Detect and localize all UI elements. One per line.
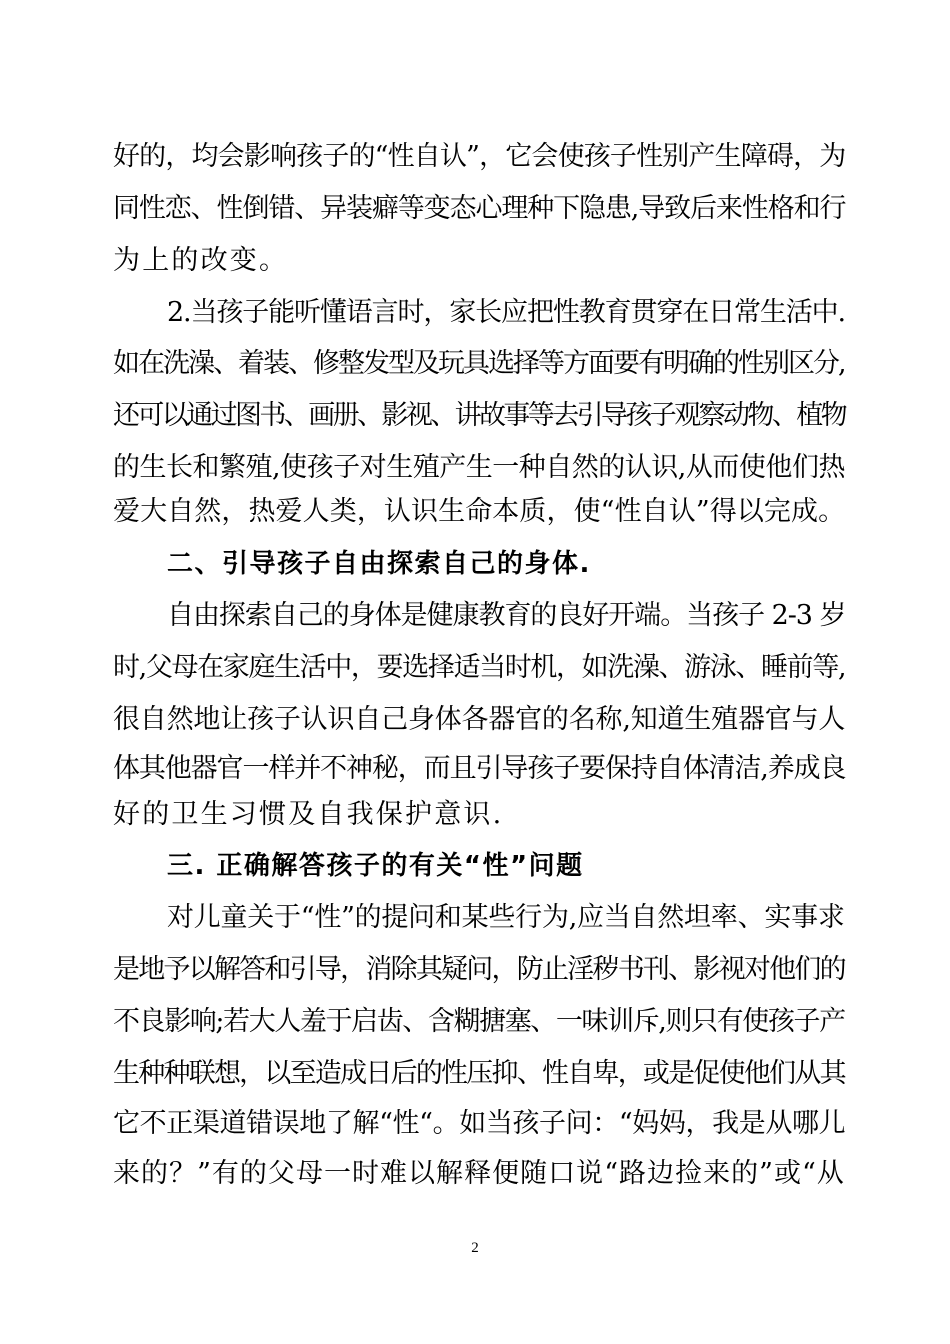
text-line-13: 体其他器官一样并不神秘，而且引导孩子要保持自体清洁,养成良 (113, 753, 846, 784)
text-line-19: 生种种联想，以至造成日后的性压抑、性自卑，或是促使他们从其 (113, 1058, 845, 1089)
text-line-8: 爱大自然，热爱人类，认识生命本质，使“性自认”得以完成。 (113, 496, 846, 527)
text-line-6: 还可以通过图书、画册、影视、讲故事等去引导孩子观察动物、植物 (113, 400, 845, 431)
text-line-21: 来的？”有的父母一时难以解释便随口说“路边捡来的”或“从 (113, 1158, 845, 1189)
text-line-12: 很自然地让孩子认识自己身体各器官的名称,知道生殖器官与人 (113, 704, 846, 735)
text-line-18: 不良影响;若大人羞于启齿、含糊搪塞、一味训斥,则只有使孩子产 (113, 1006, 845, 1037)
page-number: 2 (471, 1240, 479, 1256)
text-line-1: 好的，均会影响孩子的“性自认”，它会使孩子性别产生障碍，为 (113, 141, 846, 172)
text-line-3: 为上的改变。 (113, 245, 289, 276)
paragraph-start-2: 2.当孩子能听懂语言时，家长应把性教育贯穿在日常生活中. (167, 297, 845, 328)
text-line-17: 是地予以解答和引导，消除其疑问，防止淫秽书刊、影视对他们的 (113, 954, 845, 985)
text-line-14: 好的卫生习惯及自我保护意识. (113, 799, 504, 830)
section-heading-2: 二、引导孩子自由探索自己的身体. (167, 549, 591, 579)
text-line-7: 的生长和繁殖,使孩子对生殖产生一种自然的认识,从而使他们热 (113, 452, 845, 483)
text-line-2: 同性恋、性倒错、异装癖等变态心理种下隐患,导致后来性格和行 (113, 193, 846, 224)
section-heading-3: 三. 正确解答孩子的有关“性”问题 (167, 851, 584, 881)
paragraph-start-section-3: 对儿童关于“性”的提问和某些行为,应当自然坦率、实事求 (167, 902, 845, 933)
text-line-20: 它不正渠道错误地了解“性“。如当孩子问：“妈妈，我是从哪儿 (113, 1108, 846, 1139)
text-line-11: 时,父母在家庭生活中，要选择适当时机，如洗澡、游泳、睡前等, (113, 652, 846, 683)
text-line-5: 如在洗澡、着装、修整发型及玩具选择等方面要有明确的性别区分, (113, 348, 845, 379)
paragraph-start-section-2: 自由探索自己的身体是健康教育的良好开端。当孩子 2-3 岁 (167, 600, 846, 631)
